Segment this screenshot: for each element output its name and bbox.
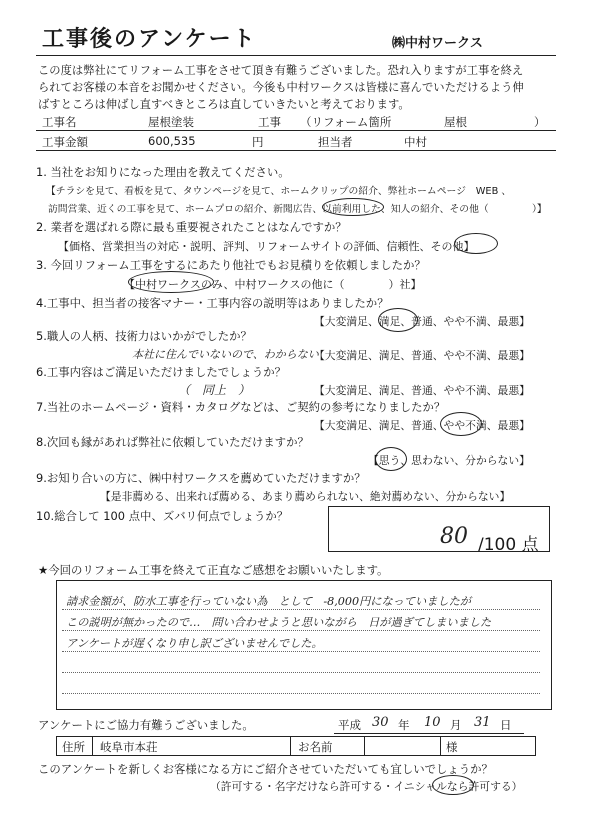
score-value: 80 — [440, 524, 468, 549]
comment-line-2: この説明が無かったので… 問い合わせようと思いながら 日が過ぎてしまいました — [66, 616, 492, 629]
info-line-2 — [36, 150, 556, 151]
question-9-options: 【是非薦める、出来れば薦める、あまり薦められない、絶対薦めない、分からない】 — [100, 490, 511, 503]
question-5: 5.職人の人柄、技術力はいかがでしたか？ — [36, 329, 252, 343]
referral-options: （許可する・名字だけなら許可する・イニシャルなら許可する） — [210, 780, 523, 793]
question-8: 8.次回も縁があれば弊社に依頼していただけますか？ — [36, 435, 309, 449]
work-label: 工事 — [258, 115, 281, 129]
question-3-options: 【中村ワークスのみ、中村ワークスの他に（ ）社】 — [124, 278, 422, 291]
question-6: 6.工事内容はご満足いただけましたでしょうか？ — [36, 365, 287, 379]
question-6-options: 【大変満足、満足、普通、やや不満、最悪】 — [314, 384, 530, 397]
date-underline — [334, 733, 524, 734]
q7-answer-circle — [440, 412, 482, 436]
person-value: 中村 — [404, 135, 427, 149]
comment-line-3: アンケートが遅くなり申し訳ございませんでした。 — [66, 637, 323, 650]
address-label: 住所 — [62, 740, 85, 754]
question-7-options: 【大変満足、満足、普通、やや不満、最悪】 — [314, 419, 530, 432]
work-name-value: 屋根塗装 — [148, 115, 194, 129]
amount-value: 600,535 — [148, 134, 196, 148]
person-label: 担当者 — [318, 135, 353, 149]
name-label: お名前 — [298, 740, 333, 754]
intro-line-1: この度は弊社にてリフォーム工事をさせて頂き有難うございました。恐れ入りますが工事を終え — [38, 64, 524, 77]
comment-rule-2 — [62, 630, 540, 631]
question-5-options: 【大変満足、満足、普通、やや不満、最悪】 — [314, 349, 530, 362]
comment-rule-3 — [62, 651, 540, 652]
comment-rule-4 — [62, 672, 540, 673]
q2-answer-circle — [454, 233, 498, 254]
amount-label: 工事金額 — [42, 135, 88, 149]
referral-answer-circle — [432, 775, 474, 795]
question-1-options-2-end: ）】 — [532, 204, 547, 215]
site-close: ） — [534, 115, 546, 129]
page-title: 工事後のアンケート — [42, 26, 257, 52]
intro-line-2: られてお客様の本音をお聞かせください。今後も中村ワークスは皆様に喜んでいただけるよう伸 — [38, 81, 524, 94]
intro-line-3: ばすところは伸ばし直すべきところは直していきたいと考えております。 — [38, 98, 410, 111]
table-divider-2 — [290, 736, 291, 756]
month-unit: 月 — [450, 718, 462, 732]
yen-label: 円 — [252, 135, 264, 149]
question-4-options: 【大変満足、満足、普通、やや不満、最悪】 — [314, 315, 530, 328]
question-5-handwritten: 本社に住んでいないので、わからない — [132, 348, 319, 361]
table-divider-4 — [440, 736, 441, 756]
work-name-label: 工事名 — [42, 115, 77, 129]
comment-rule-1 — [62, 609, 540, 610]
year-unit: 年 — [398, 718, 410, 732]
site-label: （リフォーム箇所 — [300, 115, 392, 129]
question-8-options: 【思う、思わない、分からない】 — [368, 454, 530, 467]
question-1-options-1: 【チラシを見て、看板を見て、タウンページを見て、ホームクリップの紹介、弊社ホームページ WEB 、 — [46, 186, 512, 197]
question-9: 9.お知り合いの方に、㈱中村ワークスを薦めていただけますか？ — [36, 471, 366, 485]
q3-answer-circle — [128, 271, 214, 293]
site-value: 屋根 — [444, 115, 467, 129]
question-10: 10.総合して 100 点中、ズバリ何点でしょうか？ — [36, 509, 289, 523]
era-label: 平成 — [338, 718, 361, 732]
q8-answer-circle — [375, 447, 407, 471]
comment-rule-5 — [62, 693, 540, 694]
question-2: 2. 業者を選ばれる際に最も重要視されたことはなんですか？ — [36, 220, 347, 234]
month-value: 10 — [424, 715, 441, 730]
referral-question: このアンケートを新しくお客様になる方にご紹介させていただいても宜しいでしょうか？ — [38, 762, 493, 776]
question-2-options: 【価格、営業担当の対応・説明、評判、リフォームサイトの評価、信頼性、その他】 — [58, 240, 475, 253]
day-unit: 日 — [500, 718, 512, 732]
question-4: 4.工事中、担当者の接客マナー・工事内容の説明等はありましたか？ — [36, 296, 389, 310]
comment-line-1: 請求金額が、防水工事を行っていない為 として -8,000円になっていましたが — [66, 595, 471, 608]
info-line-1 — [36, 130, 556, 131]
question-1: 1. 当社をお知りになった理由を教えてください。 — [36, 165, 290, 179]
table-divider-3 — [364, 736, 365, 756]
question-1-options-2: 訪問営業、近くの工事を見て、ホームプロの紹介、新聞広告、以前利用した、知人の紹介、その他（ — [48, 204, 489, 215]
day-value: 31 — [474, 715, 491, 730]
company-name: ㈱中村ワークス — [392, 36, 483, 51]
year-value: 30 — [372, 715, 389, 730]
question-7: 7.当社のホームページ・資料・カタログなどは、ご契約の参考になりましたか？ — [36, 400, 446, 414]
comment-prompt: ★今回のリフォーム工事を終えて正直なご感想をお願いいたします。 — [38, 563, 389, 577]
question-6-handwritten: （ 同上 ） — [178, 383, 251, 397]
question-3: 3. 今回リフォーム工事をするにあたり他社でもお見積りを依頼しましたか？ — [36, 258, 426, 272]
q4-answer-circle — [378, 308, 418, 332]
table-divider-1 — [92, 736, 93, 756]
q1-answer-circle — [322, 198, 384, 216]
score-total: /100 点 — [478, 535, 539, 555]
name-suffix: 様 — [446, 740, 458, 754]
title-underline — [36, 55, 556, 56]
thanks-text: アンケートにご協力有難うございました。 — [38, 718, 254, 732]
address-value: 岐阜市本荘 — [100, 740, 158, 754]
